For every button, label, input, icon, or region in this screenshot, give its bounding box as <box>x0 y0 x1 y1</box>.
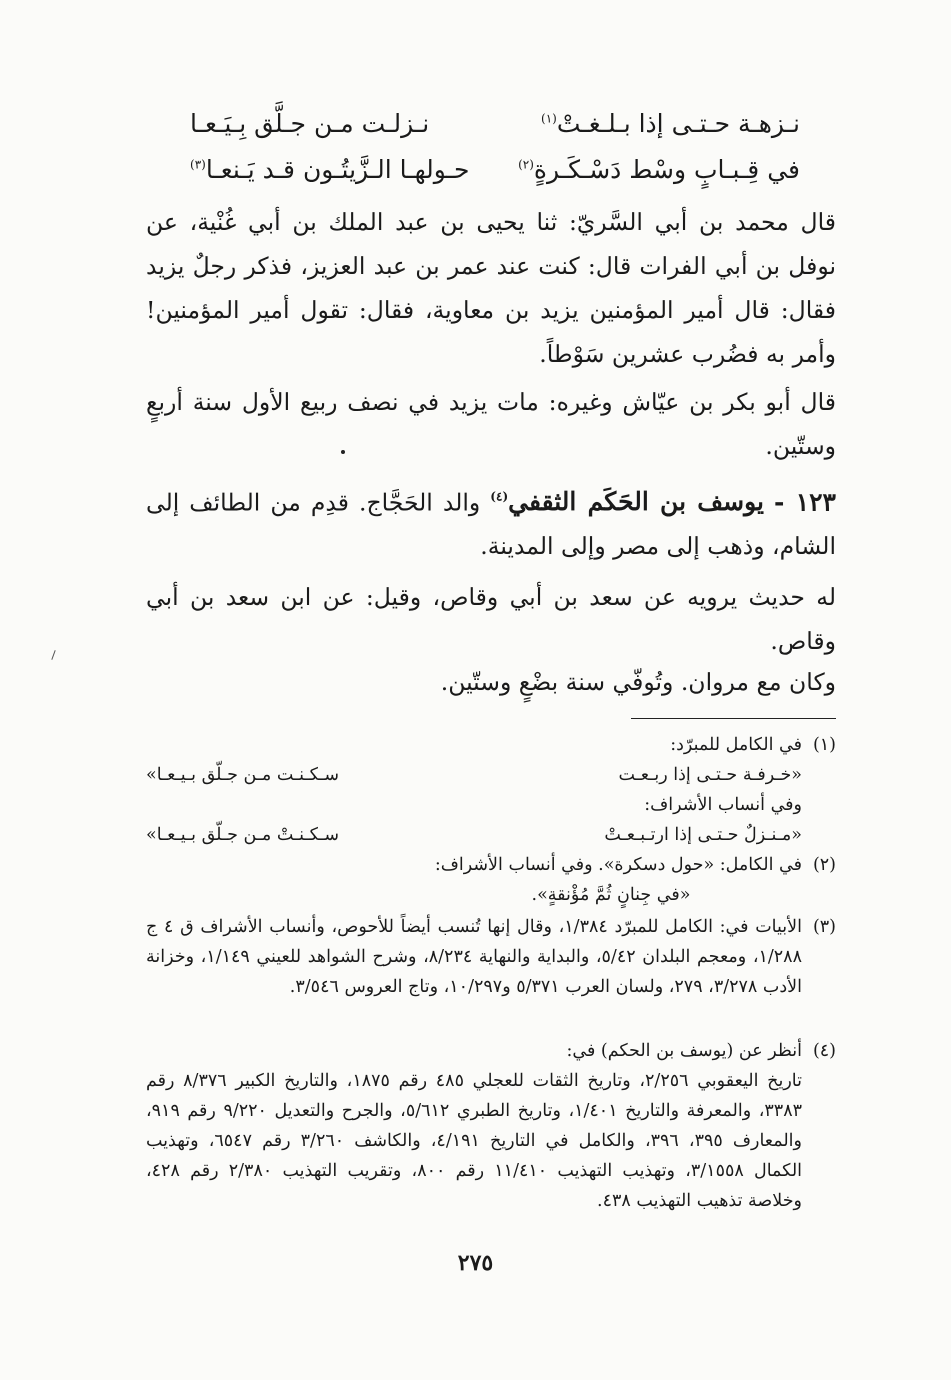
paragraph-hadith: له حديث يرويه عن سعد بن أبي وقاص، وقيل: عن ابن سعد بن أبي وقاص. <box>146 583 836 655</box>
footnote-text: الأبيات في: الكامل للمبرّد ١/٣٨٤، وقال إنها تُنسب أيضاً للأحوص، وأنساب الأشراف ق ٤ ج ١/٢٨٨، ومعجم البلدان ٥/٤٢، والبداية والنهاية ٨/٢٣٤، وشرح الشواهد للعيني ١/١٤٩، وخزانة الأدب ٣/٢٧٨، ٢٧٩، ولسان العرب ٥/٣٧١ و١٠/٢٩٧، وتاج العروس ٣/٥٤٦. <box>146 917 802 997</box>
footnote-text: في الكامل: «حول دسكرة». وفي أنساب الأشراف: <box>434 855 802 875</box>
footnote-ref[interactable]: (٤) <box>490 490 509 504</box>
paragraph-death-2: وكان مع مروان. وتُوفّي سنة بضْعٍ وستّين. <box>440 668 836 696</box>
footnote-ref[interactable]: (٢) <box>518 157 534 172</box>
footnote-text: في الكامل للمبرّد: <box>670 735 802 755</box>
hemistich-text: سـكـنـت مـن جـلّق بـيـعـا» <box>146 765 340 785</box>
footnote-ref[interactable]: (٣) <box>190 157 206 172</box>
hemistich-text: سـكـنـتْ مـن جـلّق بـيـعـا» <box>146 825 340 845</box>
biography-entry <box>146 475 836 568</box>
entry-name-text: يوسف بن الحَكَم الثقفي <box>508 487 764 517</box>
hemistich-first <box>541 109 800 138</box>
hemistich-text: «خـرفـة حـتـى إذا ربـعـت <box>618 765 802 785</box>
hemistich-text: نـزهـة حـتـى إذا بـلـغـتْ <box>556 108 800 138</box>
verse-1 <box>190 100 800 146</box>
footnote-1 <box>146 730 836 850</box>
footnote-ref[interactable]: (١) <box>541 111 557 126</box>
footnote-separator <box>631 718 836 719</box>
ink-dot <box>341 450 345 454</box>
entry-name <box>490 487 764 516</box>
footnote-number: (١) <box>812 735 836 755</box>
hemistich-text: «مـنـزلٌ حـتـى إذا ارتـبـعـتْ <box>604 825 802 845</box>
footnote-number: (٣) <box>812 917 836 937</box>
footnote-2 <box>146 850 836 910</box>
hemistich-first <box>518 155 800 184</box>
footnote-3 <box>146 912 836 1002</box>
verse-2 <box>190 146 800 192</box>
footnote-number: (٢) <box>812 855 836 875</box>
footnote-text: وفي أنساب الأشراف: <box>644 795 802 815</box>
verse-variant-2 <box>146 820 836 850</box>
entry-number: ١٢٣ - <box>774 487 836 517</box>
footnote-4 <box>146 1036 836 1216</box>
hemistich-text: في قِـبـابٍ وسْط دَسْـكَـرةٍ <box>533 154 800 184</box>
entry-text: والد الحَجَّاج. قدِم من الطائف إلى الشام، وذهب إلى مصر وإلى المدينة. <box>146 488 836 561</box>
hemistich-text: حـولهـا الـزَّيتُـون قـد يَـنعـا <box>205 154 470 184</box>
poem <box>190 100 800 192</box>
footnote-text: أنظر عن (يوسف بن الحكم) في: <box>566 1041 802 1061</box>
hemistich-second <box>190 109 429 138</box>
paragraph-narration: قال محمد بن أبي السَّريّ: ثنا يحيى بن عبد الملك بن أبي غُنْية، عن نوفل بن أبي الفرات قال: كنت عند عمر بن عبد العزيز، فذكر رجلٌ يزيد فقال: قال أمير المؤمنين يزيد بن معاوية، فقال: تقول أمير المؤمنين! وأمر به فضُرب عشرين سَوْطاً. <box>146 208 836 368</box>
paragraph-death: قال أبو بكر بن عيّاش وغيره: مات يزيد في نصف ربيع الأول سنة أربعٍ وستّين. <box>146 388 836 460</box>
hemistich-text: نـزلـت مـن جـلَّق بِـيَـعـا <box>190 108 430 138</box>
margin-mark <box>51 650 55 660</box>
footnote-sources: تاريخ اليعقوبي ٢/٢٥٦، وتاريخ الثقات للعجلي ٤٨٥ رقم ١٨٧٥، والتاريخ الكبير ٨/٣٧٦ رقم ٣٣٨٣، والمعرفة والتاريخ ١/٤٠١، وتاريخ الطبري ٥/٦١٢، والجرح والتعديل ٩/٢٢٠ رقم ٩١٩، والمعارف ٣٩٥، ٣٩٦، والكامل في التاريخ ٤/١٩١، والكاشف ٣/٢٦٠ رقم ٦٥٤٧، وتهذيب الكمال ٣/١٥٥٨، وتهذيب التهذيب ١١/٤١٠ رقم ٨٠٠، وتقريب التهذيب ٢/٣٨٠ رقم ٤٢٨، وخلاصة تذهيب التهذيب ٤٣٨. <box>146 1071 803 1211</box>
hemistich-second <box>190 155 469 184</box>
page-number: ٢٧٥ <box>457 1250 494 1276</box>
footnote-verse: «في جِنانٍ ثُمَّ مُؤْنقةٍ». <box>531 885 691 905</box>
verse-variant-1 <box>146 760 836 790</box>
footnote-number: (٤) <box>812 1041 836 1061</box>
